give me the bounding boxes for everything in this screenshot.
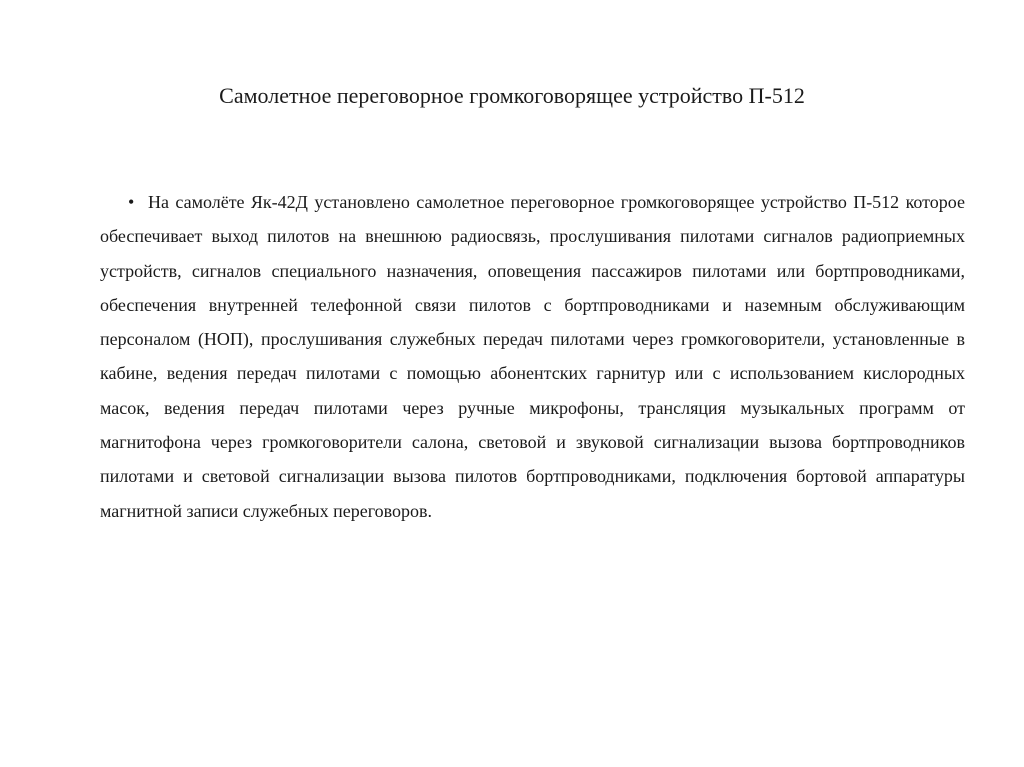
slide-title: Самолетное переговорное громкоговорящее устройство П-512 (219, 83, 805, 108)
bullet-marker: • (128, 192, 135, 212)
bullet-item (100, 185, 965, 528)
slide-content (100, 185, 965, 528)
bullet-text: На самолёте Як-42Д установлено самолетное переговорное громкоговорящее устройство П-512 которое обеспечивает выход пилотов на внешнюю радиосвязь, прослушивания пилотами сигналов радиоприемных устройств, сигналов специального назначения, оповещения пассажиров пилотами или бортпроводниками, обеспечения внутренней телефонной связи пилотов с бортпроводниками и наземным обслуживающим персоналом (НОП), прослушивания служебных передач пилотами через громкоговорители, установленные в кабине, ведения передач пилотами с помощью абонентских гарнитур или с использованием кислородных масок, ведения передач пилотами через ручные микрофоны, трансляция музыкальных программ от магнитофона через громкоговорители салона, световой и звуковой сигнализации вызова бортпроводников пилотами и световой сигнализации вызова пилотов бортпроводниками, подключения бортовой аппаратуры магнитной записи служебных переговоров. (100, 192, 965, 521)
